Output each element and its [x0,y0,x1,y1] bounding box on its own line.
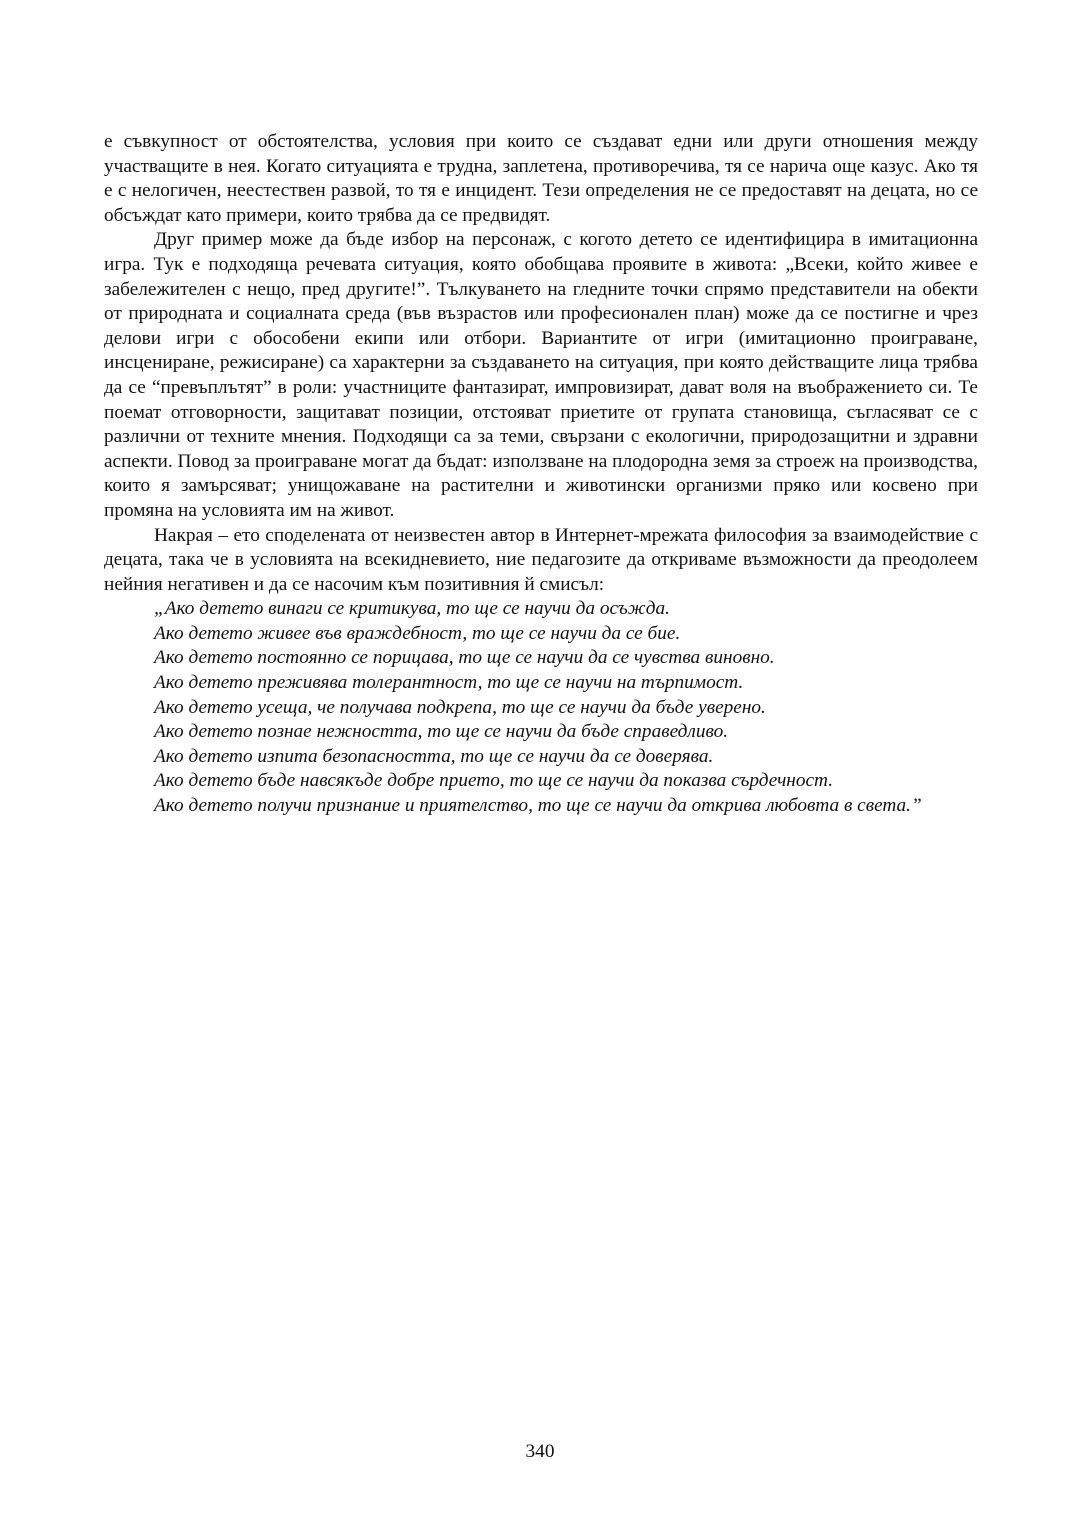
poem-line: Ако детето постоянно се порицава, то ще се научи да се чувства виновно. [154,647,775,669]
page-number: 340 [525,1441,555,1462]
poem-line: Ако детето получи признание и приятелство, то ще се научи да открива любовта в света.” [154,795,922,817]
quoted-poem [104,597,978,818]
poem-line: „Ако детето винаги се критикува, то ще се научи да осъжда. [154,598,670,620]
paragraph-3: Накрая – ето споделената от неизвестен автор в Интернет-мрежата философия за взаимодействие с децата, така че в условията на всекидневието, ние педагозите да откриваме възможности да преодолеем нейния негативен и да се насочим към позитивния й смисъл: [104,524,978,595]
poem-line: Ако детето бъде навсякъде добре прието, то ще се научи да показва сърдечност. [154,770,834,792]
poem-line: Ако детето усеща, че получава подкрепа, то ще се научи да бъде уверено. [154,696,766,718]
paragraph-2: Друг пример може да бъде избор на персонаж, с когото детето се идентифицира в имитационна игра. Тук е подходяща речевата ситуация, която обобщава проявите в живота: „Всеки, който живее е забележителен с нещо, пред другите!”. Тълкуването на гледните точки спрямо представители на обекти от природната и социалната среда (във възрастов или професионален план) може да се постигне и чрез делови игри с обособени екипи или отбори. Вариантите от игри (имитационно проиграване, инсцениране, режисиране) са характерни за създаването на ситуация, при която действащите лица трябва да се “превъплътят” в роли: участниците фантазират, импровизират, дават воля на въображението си. Те поемат отговорности, защитават позиции, отстояват приетите от групата становища, съгласяват се с различни от техните мнения. Подходящи са за теми, свързани с екологични, природозащитни и здравни аспекти. Повод за проиграване могат да бъдат: използване на плодородна земя за строеж на производства, които я замърсяват; унищожаване на растителни и животински организми пряко или косвено при промяна на условията им на живот. [104,229,978,521]
poem-line: Ако детето живее във враждебност, то ще се научи да се бие. [154,622,681,644]
poem-line: Ако детето познае нежността, то ще се научи да бъде справедливо. [154,721,729,743]
poem-line: Ако детето изпита безопасността, то ще се научи да се доверява. [154,745,714,767]
poem-line: Ако детето преживява толерантност, то ще се научи на търпимост. [154,672,744,694]
document-page [104,130,978,819]
paragraph-1: е съвкупност от обстоятелства, условия при които се създават едни или други отношения между участващите в нея. Когато ситуацията е трудна, заплетена, противоречива, тя се нарича още казус. Ако тя е с нелогичен, неестествен развой, то тя е инцидент. Тези определения не се предоставят на децата, но се обсъждат като примери, които трябва да се предвидят. [104,131,978,226]
